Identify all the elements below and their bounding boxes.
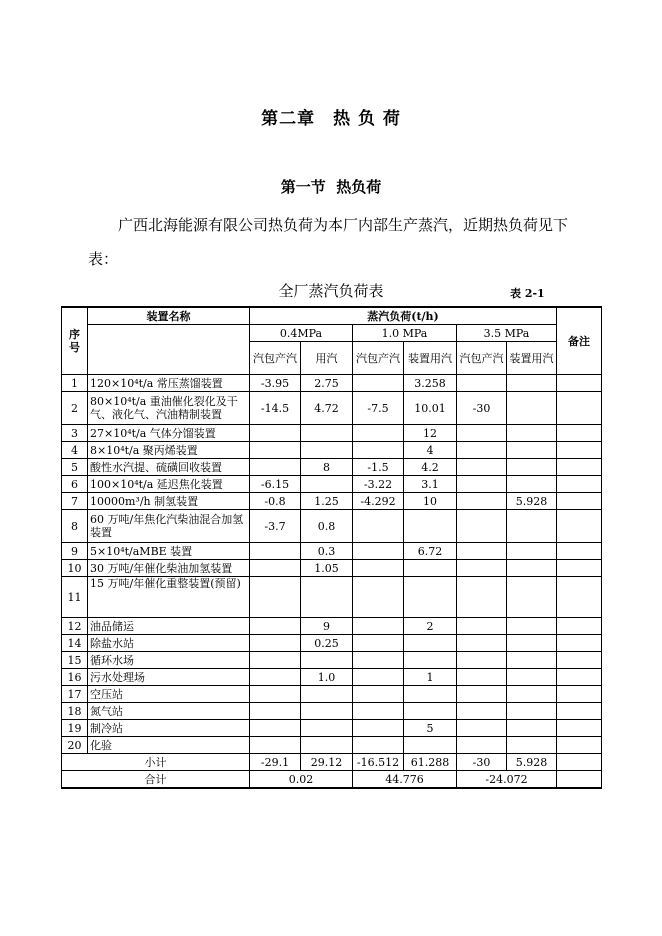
row-cell: -3.7 (250, 510, 301, 543)
chapter-title: 第二章 热 负 荷 (261, 109, 401, 129)
row-cell (507, 703, 557, 720)
row-cell: 1 (404, 669, 457, 686)
header-pressure-low: 0.4MPa (250, 325, 353, 342)
row-cell (457, 442, 507, 459)
header-name: 装置名称 (88, 307, 250, 325)
subtotal-label: 小计 (62, 754, 250, 771)
row-no: 8 (62, 510, 88, 543)
header-load: 蒸汽负荷(t/h) (250, 307, 557, 325)
row-no: 15 (62, 652, 88, 669)
row-name: 80×10⁴t/a 重油催化裂化及干气、液化气、汽油精制装置 (88, 392, 250, 425)
row-cell (353, 425, 404, 442)
row-cell (301, 442, 353, 459)
row-cell (404, 510, 457, 543)
row-cell (457, 652, 507, 669)
table-row (62, 493, 602, 510)
row-cell (250, 560, 301, 577)
row-note (557, 560, 602, 577)
row-cell (457, 703, 507, 720)
row-name: 空压站 (88, 686, 250, 703)
table-number: 表 2-1 (510, 287, 545, 300)
row-cell: 0.8 (301, 510, 353, 543)
row-cell (507, 375, 557, 392)
row-cell (404, 652, 457, 669)
row-name: 27×10⁴t/a 气体分馏装置 (88, 425, 250, 442)
row-cell (353, 635, 404, 652)
row-cell (353, 703, 404, 720)
total-label: 合计 (62, 771, 250, 789)
row-cell (353, 510, 404, 543)
row-cell (353, 543, 404, 560)
header-sub: 汽包产汽 (250, 342, 301, 375)
row-no: 7 (62, 493, 88, 510)
row-cell (250, 618, 301, 635)
row-cell (353, 686, 404, 703)
total-row (62, 771, 602, 789)
total-cell: 0.02 (250, 771, 353, 789)
row-cell: 6.72 (404, 543, 457, 560)
row-name: 化验 (88, 737, 250, 754)
row-cell (250, 669, 301, 686)
row-cell: -1.5 (353, 459, 404, 476)
row-cell (250, 425, 301, 442)
row-cell: -30 (457, 392, 507, 425)
row-cell (353, 652, 404, 669)
row-cell: 3.258 (404, 375, 457, 392)
row-cell (301, 703, 353, 720)
row-no: 12 (62, 618, 88, 635)
row-cell: 0.3 (301, 543, 353, 560)
row-cell: 5.928 (507, 493, 557, 510)
row-no: 14 (62, 635, 88, 652)
subtotal-cell: 5.928 (507, 754, 557, 771)
row-no: 1 (62, 375, 88, 392)
row-cell (250, 635, 301, 652)
row-name: 120×10⁴t/a 常压蒸馏装置 (88, 375, 250, 392)
row-name: 5×10⁴t/aMBE 装置 (88, 543, 250, 560)
row-cell (507, 737, 557, 754)
row-cell (404, 560, 457, 577)
row-cell: 4 (404, 442, 457, 459)
header-name-spacer (88, 325, 250, 375)
row-cell (353, 669, 404, 686)
table-row (62, 442, 602, 459)
row-cell (301, 425, 353, 442)
table-row (62, 720, 602, 737)
row-cell (353, 442, 404, 459)
steam-load-table (61, 306, 602, 789)
row-note (557, 510, 602, 543)
header-pressure-mid: 1.0 MPa (353, 325, 457, 342)
row-cell (250, 703, 301, 720)
row-note (557, 686, 602, 703)
table-row (62, 476, 602, 493)
row-no: 3 (62, 425, 88, 442)
row-note (557, 476, 602, 493)
row-note (557, 375, 602, 392)
row-note (557, 459, 602, 476)
table-row (62, 425, 602, 442)
row-cell (404, 703, 457, 720)
row-no: 6 (62, 476, 88, 493)
row-note (557, 392, 602, 425)
table-row (62, 510, 602, 543)
row-cell (301, 476, 353, 493)
row-cell (353, 737, 404, 754)
row-cell (507, 459, 557, 476)
row-cell (250, 737, 301, 754)
header-seq: 序号 (62, 307, 88, 375)
row-cell (250, 652, 301, 669)
row-cell (507, 543, 557, 560)
row-note (557, 754, 602, 771)
row-note (557, 703, 602, 720)
row-cell (507, 686, 557, 703)
row-name: 酸性水汽提、硫磺回收装置 (88, 459, 250, 476)
row-name: 污水处理场 (88, 669, 250, 686)
row-no: 10 (62, 560, 88, 577)
row-cell (507, 652, 557, 669)
subtotal-row (62, 754, 602, 771)
row-name: 除盐水站 (88, 635, 250, 652)
row-cell (404, 737, 457, 754)
row-cell: -7.5 (353, 392, 404, 425)
row-note (557, 543, 602, 560)
row-cell (457, 720, 507, 737)
section-title: 第一节 热负荷 (280, 178, 382, 196)
row-note (557, 737, 602, 754)
row-cell (301, 737, 353, 754)
row-no: 4 (62, 442, 88, 459)
row-cell (507, 560, 557, 577)
row-cell (457, 476, 507, 493)
row-no: 16 (62, 669, 88, 686)
row-cell (507, 577, 557, 618)
table-row (62, 686, 602, 703)
row-cell (353, 577, 404, 618)
row-cell (250, 442, 301, 459)
row-cell (404, 686, 457, 703)
row-cell (250, 577, 301, 618)
subtotal-cell: 61.288 (404, 754, 457, 771)
row-note (557, 442, 602, 459)
table-row (62, 652, 602, 669)
row-cell (301, 720, 353, 737)
row-name: 制冷站 (88, 720, 250, 737)
row-cell: -14.5 (250, 392, 301, 425)
row-name: 30 万吨/年催化柴油加氢装置 (88, 560, 250, 577)
row-cell (507, 618, 557, 635)
row-cell (301, 652, 353, 669)
row-cell: 1.0 (301, 669, 353, 686)
header-note: 备注 (557, 307, 602, 375)
row-cell: -6.15 (250, 476, 301, 493)
row-no: 11 (62, 577, 88, 618)
row-note (557, 652, 602, 669)
row-cell (507, 635, 557, 652)
row-cell (457, 510, 507, 543)
table-row (62, 669, 602, 686)
row-cell (507, 442, 557, 459)
row-cell (250, 459, 301, 476)
row-cell (457, 635, 507, 652)
header-sub: 汽包产汽 (353, 342, 404, 375)
row-cell (457, 669, 507, 686)
row-cell (457, 493, 507, 510)
row-cell (457, 737, 507, 754)
row-cell: -3.22 (353, 476, 404, 493)
table-row (62, 392, 602, 425)
row-cell: -0.8 (250, 493, 301, 510)
row-note (557, 771, 602, 789)
row-cell (301, 577, 353, 618)
row-name: 油品储运 (88, 618, 250, 635)
row-no: 19 (62, 720, 88, 737)
row-cell: 2 (404, 618, 457, 635)
row-cell: 5 (404, 720, 457, 737)
row-cell (404, 635, 457, 652)
row-no: 18 (62, 703, 88, 720)
row-note (557, 425, 602, 442)
row-cell (404, 577, 457, 618)
row-name: 15 万吨/年催化重整装置(预留) (88, 577, 250, 618)
table-row (62, 560, 602, 577)
header-pressure-high: 3.5 MPa (457, 325, 557, 342)
row-cell: 9 (301, 618, 353, 635)
row-cell (250, 543, 301, 560)
row-cell: 4.72 (301, 392, 353, 425)
row-note (557, 635, 602, 652)
row-cell (507, 392, 557, 425)
table-row (62, 635, 602, 652)
row-cell: 10.01 (404, 392, 457, 425)
row-cell: 8 (301, 459, 353, 476)
subtotal-cell: -29.1 (250, 754, 301, 771)
row-cell (457, 577, 507, 618)
row-cell (301, 686, 353, 703)
table-row (62, 703, 602, 720)
row-name: 8×10⁴t/a 聚丙烯装置 (88, 442, 250, 459)
row-cell (507, 425, 557, 442)
subtotal-cell: -30 (457, 754, 507, 771)
row-cell (353, 618, 404, 635)
header-sub: 装置用汽 (507, 342, 557, 375)
row-cell (507, 720, 557, 737)
intro-paragraph: 广西北海能源有限公司热负荷为本厂内部生产蒸汽，近期热负荷见下表： (88, 216, 569, 268)
row-cell (457, 425, 507, 442)
table-row (62, 459, 602, 476)
total-cell: 44.776 (353, 771, 457, 789)
row-cell (507, 510, 557, 543)
row-no: 17 (62, 686, 88, 703)
table-row (62, 737, 602, 754)
row-no: 5 (62, 459, 88, 476)
row-name: 100×10⁴t/a 延迟焦化装置 (88, 476, 250, 493)
row-cell: 0.25 (301, 635, 353, 652)
row-cell (250, 720, 301, 737)
subtotal-cell: -16.512 (353, 754, 404, 771)
row-name: 10000m³/h 制氢装置 (88, 493, 250, 510)
row-no: 2 (62, 392, 88, 425)
table-row (62, 618, 602, 635)
row-cell (457, 459, 507, 476)
total-cell: -24.072 (457, 771, 557, 789)
row-cell (457, 618, 507, 635)
row-note (557, 720, 602, 737)
table-title: 全厂蒸汽负荷表 (278, 282, 384, 300)
row-cell: 10 (404, 493, 457, 510)
row-name: 60 万吨/年焦化汽柴油混合加氢装置 (88, 510, 250, 543)
row-cell (457, 375, 507, 392)
row-cell (457, 560, 507, 577)
row-cell (353, 375, 404, 392)
row-note (557, 577, 602, 618)
row-name: 氮气站 (88, 703, 250, 720)
row-cell (353, 560, 404, 577)
row-no: 20 (62, 737, 88, 754)
subtotal-cell: 29.12 (301, 754, 353, 771)
row-cell (507, 669, 557, 686)
row-cell: 3.1 (404, 476, 457, 493)
table-row (62, 375, 602, 392)
row-name: 循环水场 (88, 652, 250, 669)
row-cell (507, 476, 557, 493)
row-note (557, 669, 602, 686)
row-cell (250, 686, 301, 703)
header-sub: 装置用汽 (404, 342, 457, 375)
row-cell (457, 543, 507, 560)
header-sub: 汽包产汽 (457, 342, 507, 375)
row-cell (457, 686, 507, 703)
row-cell: -4.292 (353, 493, 404, 510)
row-no: 9 (62, 543, 88, 560)
row-cell: 2.75 (301, 375, 353, 392)
row-cell: 12 (404, 425, 457, 442)
row-note (557, 493, 602, 510)
table-row (62, 543, 602, 560)
header-sub: 用汽 (301, 342, 353, 375)
row-note (557, 618, 602, 635)
row-cell: -3.95 (250, 375, 301, 392)
row-cell: 4.2 (404, 459, 457, 476)
row-cell: 1.25 (301, 493, 353, 510)
row-cell: 1.05 (301, 560, 353, 577)
row-cell (353, 720, 404, 737)
table-row (62, 577, 602, 618)
